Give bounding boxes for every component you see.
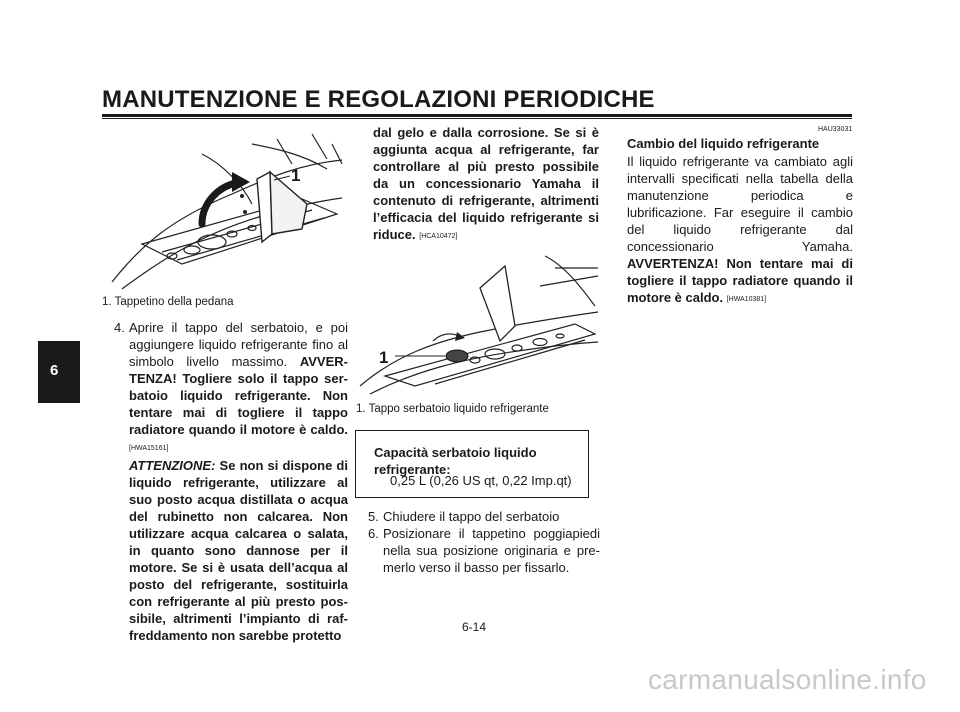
section-code: HAU33031 xyxy=(818,126,853,133)
capacity-label: Capacità serbatoio liquido refrigerante: xyxy=(374,445,537,477)
section-title: Cambio del liquido refrigerante xyxy=(627,136,820,151)
chapter-tab xyxy=(38,341,80,403)
section-warning: AVVERTENZA! Non tentare mai di togliere il tappo radiatore quando il motore è caldo. xyxy=(627,256,853,305)
step-6 xyxy=(356,525,600,576)
figure-callout-1: 1 xyxy=(291,166,301,185)
attention-continuation-code: [HCA10472] xyxy=(419,233,458,240)
header-rule xyxy=(102,114,852,117)
step-4-text: Aprire il tappo del serbatoio, e poi aggiungere liquido refrigerante fino al simbolo livello massimo. xyxy=(129,320,348,369)
attention-continuation xyxy=(373,124,599,245)
figure-floor-mat xyxy=(102,124,344,292)
figure-caption-coolant-cap: 1. Tappo serbatoio liquido refrigerante xyxy=(356,403,549,415)
page-number: 6-14 xyxy=(462,620,487,634)
attention-continuation-text: dal gelo e dalla corrosione. Se si è aggiunta acqua al refrigerante, far controllare al più presto possibile da un concessionario Yamaha il contenuto di refrigerante, altrimenti l’efficacia del liquido refrigerante si riduce. xyxy=(373,125,599,242)
figure-coolant-cap xyxy=(355,246,600,398)
section-body-text: Il liquido refrigerante va cambiato agli intervalli specificati nella tabella della manutenzione periodica e lubrificazione. Far eseguire il cambio del liquido refrigerante dal concessionario Yamaha. xyxy=(627,154,853,254)
watermark: carmanualsonline.info xyxy=(648,664,927,695)
step-4-number: 4. xyxy=(114,320,125,335)
section-body xyxy=(627,153,853,308)
figure-caption-floor-mat: 1. Tappetino della pedana xyxy=(102,296,234,308)
page-header-title: MANUTENZIONE E REGOLAZIONI PERIODICHE xyxy=(102,86,655,113)
section-warning-code: [HWA10381] xyxy=(726,296,767,303)
step-6-number: 6. xyxy=(368,526,379,541)
step-5-number: 5. xyxy=(368,509,379,524)
attention-text: Se non si dispone di liquido refrigerante, utilizzare al suo posto acqua distillata o acqua del rubinetto non calcarea. Non utilizzare acqua calcarea o salata, in quanto sono dannose per il motore. Se si è usata dell’acqua al posto del refrigerante, sostituirla con refrigerante al più presto possibile, altrimenti l’impianto di raffreddamento non sarebbe protetto xyxy=(129,458,348,643)
header-rule-thin xyxy=(102,118,852,119)
step-6-text: Posizionare il tappetino poggiapiedi nella sua posizione originaria e premerlo verso il basso per fissarlo. xyxy=(383,526,600,575)
attention-label: ATTENZIONE: xyxy=(129,458,216,473)
capacity-value: 0,25 L (0,26 US qt, 0,22 Imp.qt) xyxy=(390,473,572,488)
chapter-tab-number: 6 xyxy=(50,362,59,379)
figure-callout-1: 1 xyxy=(379,348,389,367)
step-4-warning: AVVERTENZA! Togliere solo il tappo serbatoio liquido refrigerante. Non tentare mai di togliere il tappo radiatore quando il motore è caldo. xyxy=(129,354,348,437)
step-4 xyxy=(102,319,348,644)
step-4-warning-code: [HWA15161] xyxy=(129,445,169,452)
step-5-text: Chiudere il tappo del serbatoio xyxy=(383,509,560,524)
step-5 xyxy=(356,508,600,525)
